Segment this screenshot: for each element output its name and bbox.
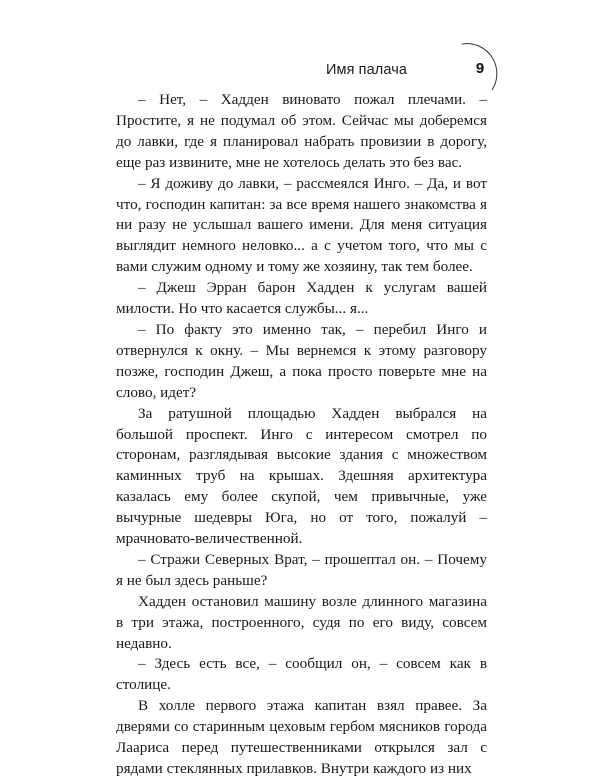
paragraph: – Я доживу до лавки, – рассмеялся Инго. – Да, и вот что, господин капитан: за все время нашего знакомства я ни разу не услышал вашего имени. Для меня ситуация выглядит немного неловко... а с учетом того, что мы с вами служим одному и тому же хозяину, так тем более. [116,174,487,276]
paragraph: – Здесь есть все, – сообщил он, – совсем как в столице. [116,655,487,694]
body-text [116,90,487,780]
paragraph: В холле первого этажа капитан взял правее. За дверями со старинным цеховым гербом мясников города Лаариса перед путешественниками открылся зал с рядами стеклянных прилавков. Внутри каждого из них [116,697,487,777]
paragraph: – Нет, – Хадден виновато пожал плечами. – Простите, я не подумал об этом. Сейчас мы доберемся до лавки, где я планировал набрать провизии в дорогу, еще раз извините, мне не хотелось делать это без вас. [116,91,487,171]
paragraph: Хадден остановил машину возле длинного магазина в три этажа, построенного, судя по его виду, совсем недавно. [116,592,487,652]
page-number: 9 [475,60,485,77]
page-header [0,38,600,98]
running-title: Имя палача [326,62,408,78]
paragraph: За ратушной площадью Хадден выбрался на большой проспект. Инго с интересом смотрел по сторонам, разглядывая высокие здания с множеством каминных труб на крышах. Здешняя архитектура казалась ему более скупой, чем привычные, уже вычурные шедевры Юга, но от того, пожалуй – мрачновато-величественной. [116,404,487,548]
paragraph: – Джеш Эрран барон Хадден к услугам вашей милости. Но что касается службы... я... [116,279,487,318]
paragraph: – По факту это именно так, – перебил Инго и отвернулся к окну. – Мы вернемся к этому разговору позже, господин Джеш, а пока просто поверьте мне на слово, идет? [116,320,487,401]
paragraph: – Стражи Северных Врат, – прошептал он. – Почему я не был здесь раньше? [116,550,487,589]
